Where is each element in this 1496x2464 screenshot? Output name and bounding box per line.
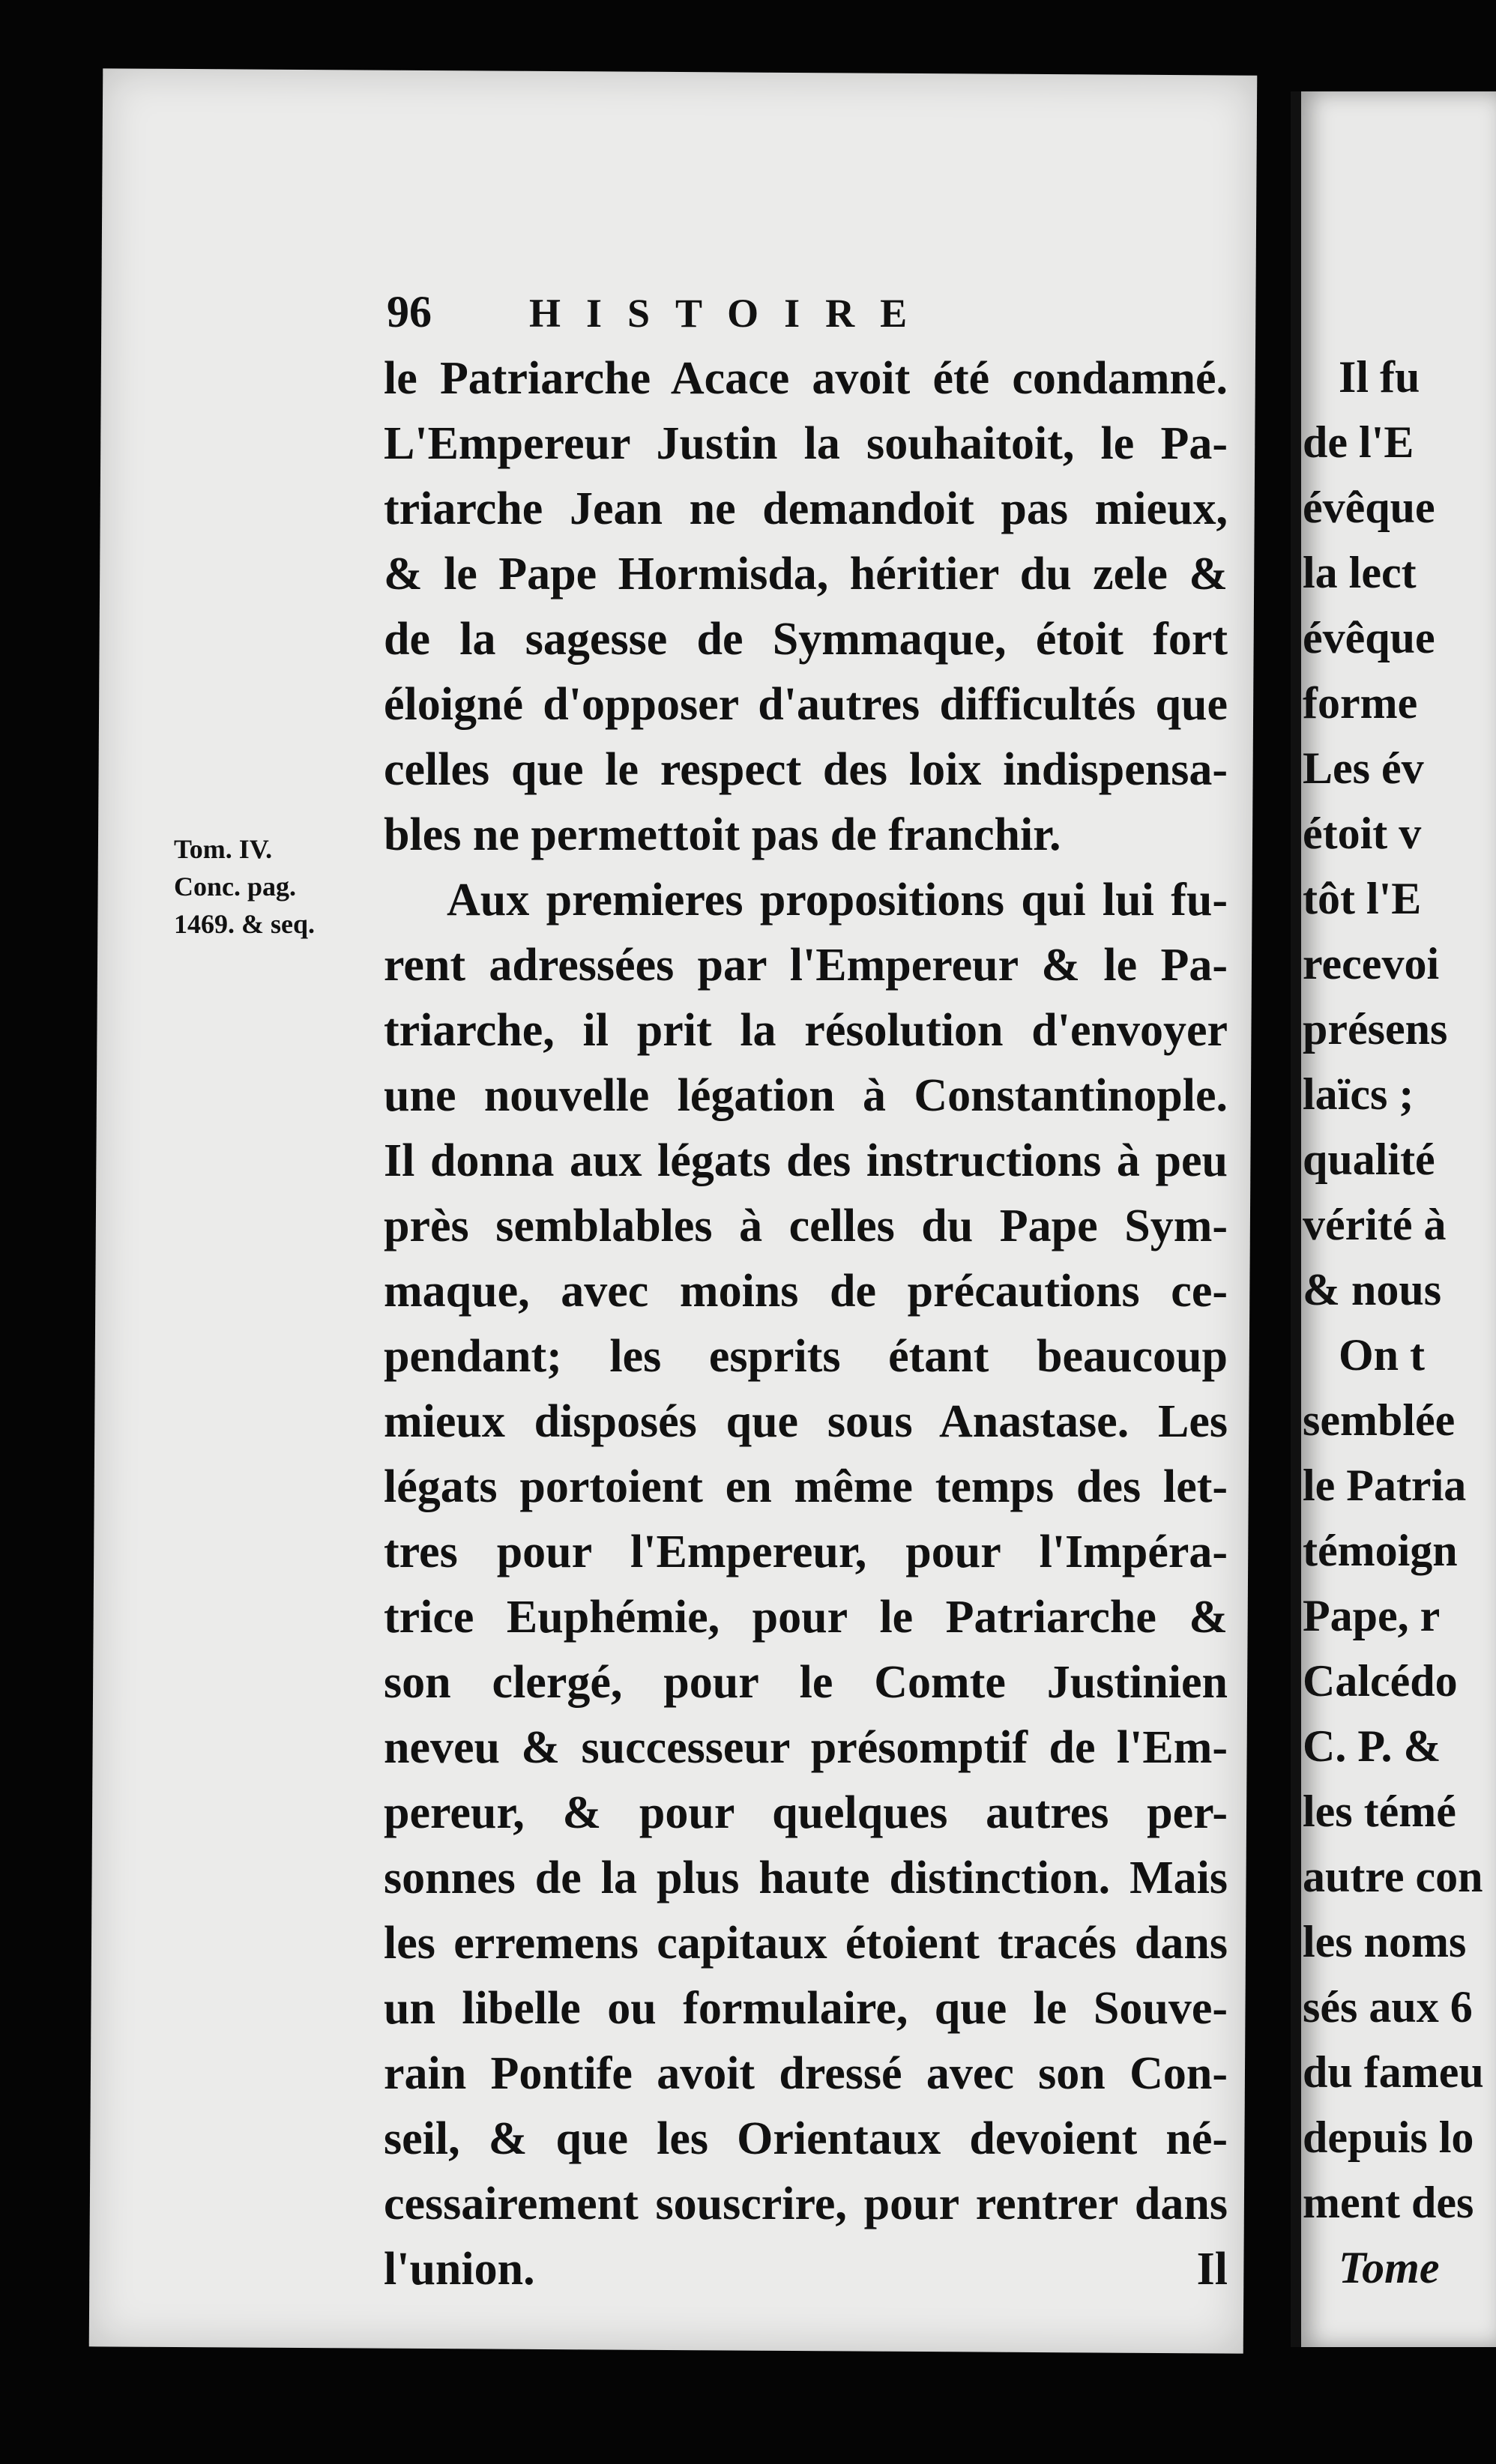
running-header: [387, 286, 1226, 338]
right-text-line: Les év: [1303, 743, 1424, 793]
right-text-line: qualité: [1303, 1135, 1435, 1184]
right-text-line: la lect: [1303, 548, 1417, 597]
text-line: rain Pontife avoit dressé avec son Con-: [384, 2048, 1228, 2099]
text-line: maque, avec moins de précautions ce-: [384, 1266, 1228, 1317]
text-line: cessairement souscrire, pour rentrer dans: [384, 2178, 1228, 2229]
right-text-line: laïcs ;: [1303, 1069, 1414, 1119]
right-text-line: recevoi: [1303, 939, 1440, 988]
text-line: & le Pape Hormisda, héritier du zele &: [384, 549, 1228, 600]
right-page-text: [1303, 345, 1484, 2301]
right-text-line: de l'E: [1303, 417, 1414, 467]
text-line-last: [384, 2237, 1228, 2302]
right-text-line: forme: [1303, 678, 1418, 728]
text-line: L'Empereur Justin la souhaitoit, le Pa-: [384, 418, 1228, 469]
text-line: éloigné d'opposer d'autres difficultés que: [384, 679, 1228, 730]
right-text-line: sés aux 6: [1303, 1982, 1473, 2032]
right-text-line: depuis lo: [1303, 2113, 1474, 2162]
text-line-final: l'union.: [384, 2244, 535, 2295]
text-line: une nouvelle légation à Constantinople.: [384, 1070, 1228, 1121]
right-text-line: semblée: [1303, 1395, 1456, 1445]
right-text-line: évêque: [1303, 613, 1435, 662]
right-text-line: autre con: [1303, 1852, 1483, 1901]
margin-note: [174, 830, 384, 943]
text-line: sonnes de la plus haute distinction. Mais: [384, 1852, 1228, 1903]
body-text: [384, 346, 1228, 2302]
text-line: légats portoient en même temps des let-: [384, 1461, 1228, 1512]
running-head-title: HISTOIRE: [529, 291, 933, 336]
text-line: neveu & successeur présomptif de l'Em-: [384, 1722, 1228, 1773]
text-line: triarche, il prit la résolution d'envoyer: [384, 1005, 1228, 1056]
right-text-line: On t: [1339, 1330, 1426, 1380]
text-line: un libelle ou formulaire, que le Souve-: [384, 1983, 1228, 2034]
text-line: trice Euphémie, pour le Patriarche &: [384, 1592, 1228, 1643]
text-line: de la sagesse de Symmaque, étoit fort: [384, 614, 1228, 665]
catchword: Il: [1196, 2244, 1228, 2295]
text-line: Aux premieres propositions qui lui fu-: [447, 875, 1228, 925]
text-line: seil, & que les Orientaux devoient né-: [384, 2113, 1228, 2164]
right-text-line: Calcédo: [1303, 1656, 1458, 1706]
right-text-line: témoign: [1303, 1526, 1458, 1575]
text-line: près semblables à celles du Pape Sym-: [384, 1201, 1228, 1251]
right-text-line: évêque: [1303, 483, 1435, 532]
text-line: mieux disposés que sous Anastase. Les: [384, 1396, 1228, 1447]
text-line: pendant; les esprits étant beaucoup: [384, 1331, 1228, 1382]
right-text-line: vérité à: [1303, 1200, 1447, 1249]
right-text-line: du fameu: [1303, 2047, 1484, 2097]
right-text-line: Pape, r: [1303, 1591, 1441, 1640]
right-text-line: le Patria: [1303, 1461, 1467, 1510]
text-line: les erremens capitaux étoient tracés dans: [384, 1918, 1228, 1969]
right-text-line: ment des: [1303, 2178, 1474, 2227]
text-line: Il donna aux légats des instructions à peu: [384, 1135, 1228, 1186]
right-text-line: les témé: [1303, 1787, 1456, 1836]
right-text-line: présens: [1303, 1004, 1448, 1054]
margin-note-line: Tom. IV.: [174, 834, 273, 864]
text-line: son clergé, pour le Comte Justinien: [384, 1657, 1228, 1708]
right-text-line: Il fu: [1339, 352, 1420, 402]
margin-note-line: Conc. pag.: [174, 872, 297, 902]
text-line: pereur, & pour quelques autres per-: [384, 1787, 1228, 1838]
text-line: le Patriarche Acace avoit été condamné.: [384, 353, 1228, 404]
text-line: tres pour l'Empereur, pour l'Impéra-: [384, 1527, 1228, 1577]
right-text-line: tôt l'E: [1303, 874, 1422, 923]
right-text-line: étoit v: [1303, 809, 1422, 858]
right-text-line: C. P. &: [1303, 1721, 1441, 1771]
page-number: 96: [387, 287, 432, 336]
right-text-line: & nous: [1303, 1265, 1442, 1314]
text-line: rent adressées par l'Empereur & le Pa-: [384, 940, 1228, 991]
text-line: bles ne permettoit pas de franchir.: [384, 809, 1061, 860]
right-text-line: Tome: [1339, 2243, 1440, 2292]
right-text-line: les noms: [1303, 1917, 1467, 1966]
text-line: celles que le respect des loix indispensa-: [384, 744, 1228, 795]
margin-note-line: 1469. & seq.: [174, 909, 315, 939]
text-line: triarche Jean ne demandoit pas mieux,: [384, 483, 1228, 534]
